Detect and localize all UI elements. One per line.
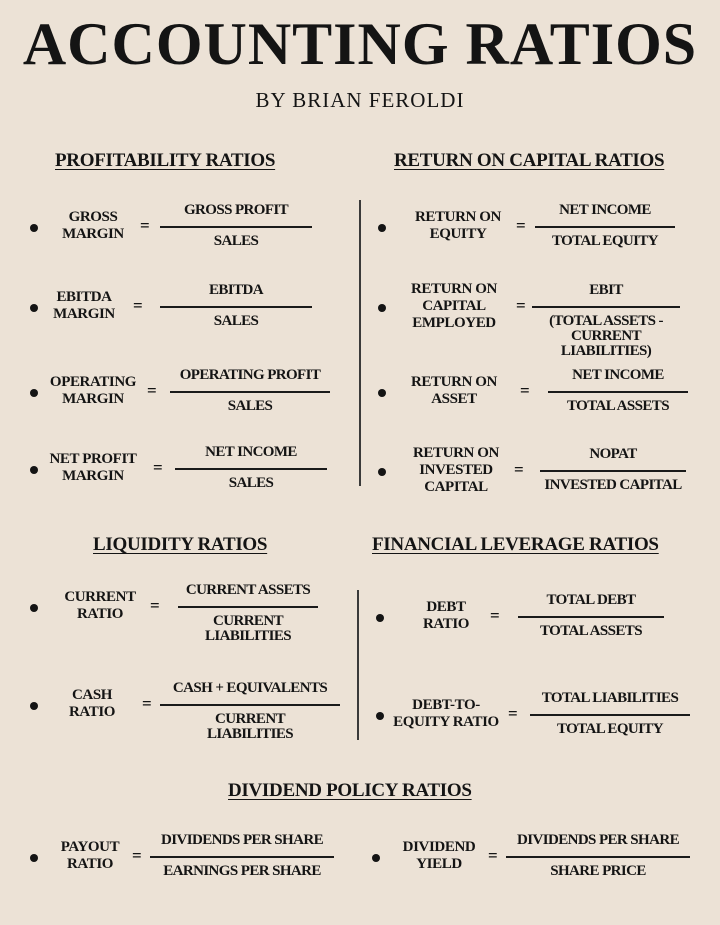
ratio-name: CURRENT RATIO [64, 589, 136, 622]
fraction-bar [170, 391, 330, 393]
formula-numerator: EBITDA [209, 282, 263, 298]
formula-denominator: SHARE PRICE [550, 863, 646, 879]
fraction-bar [175, 468, 327, 470]
formula-denominator: (TOTAL ASSETS - CURRENT LIABILITIES) [549, 313, 663, 359]
fraction-bar [178, 606, 318, 608]
fraction-bar [532, 306, 680, 308]
bullet-icon [378, 389, 386, 397]
formula-numerator: TOTAL DEBT [546, 592, 636, 608]
ratio-name: DEBT RATIO [422, 599, 470, 632]
equals-sign: = [516, 216, 526, 235]
bullet-icon [30, 389, 38, 397]
fraction-bar [530, 714, 690, 716]
fraction-bar [160, 704, 340, 706]
equals-sign: = [133, 296, 143, 315]
bullet-icon [30, 854, 38, 862]
formula-denominator: TOTAL EQUITY [551, 233, 659, 249]
formula-numerator: DIVIDENDS PER SHARE [161, 832, 323, 848]
bullet-icon [30, 224, 38, 232]
formula-numerator: CASH + EQUIVALENTS [172, 680, 328, 696]
fraction-bar [548, 391, 688, 393]
formula-denominator: SALES [213, 313, 259, 329]
fraction-bar [150, 856, 334, 858]
ratio-name: CASH RATIO [68, 687, 116, 720]
formula-numerator: CURRENT ASSETS [185, 582, 311, 598]
ratio-name: PAYOUT RATIO [60, 839, 120, 872]
byline: BY BRIAN FEROLDI [255, 88, 465, 112]
bullet-icon [376, 614, 384, 622]
heading-profitability: PROFITABILITY RATIOS [55, 150, 276, 171]
bullet-icon [30, 304, 38, 312]
formula-numerator: TOTAL LIABILITIES [541, 690, 679, 706]
formula-numerator: NOPAT [589, 446, 637, 462]
ratio-name: RETURN ON EQUITY [415, 209, 501, 242]
ratio-name: GROSS MARGIN [62, 209, 124, 242]
column-divider-top [359, 200, 361, 486]
equals-sign: = [147, 381, 157, 400]
bullet-icon [378, 304, 386, 312]
equals-sign: = [142, 694, 152, 713]
formula-numerator: NET INCOME [572, 367, 664, 383]
heading-dividend-policy: DIVIDEND POLICY RATIOS [228, 780, 472, 801]
bullet-icon [30, 604, 38, 612]
formula-denominator: SALES [213, 233, 259, 249]
fraction-bar [518, 616, 664, 618]
formula-numerator: DIVIDENDS PER SHARE [517, 832, 679, 848]
formula-denominator: INVESTED CAPITAL [544, 477, 682, 493]
bullet-icon [378, 468, 386, 476]
formula-denominator: SALES [227, 398, 273, 414]
formula-numerator: OPERATING PROFIT [179, 367, 321, 383]
bullet-icon [30, 702, 38, 710]
ratio-name: RETURN ON CAPITAL EMPLOYED [411, 280, 497, 331]
formula-numerator: NET INCOME [559, 202, 651, 218]
formula-denominator: EARNINGS PER SHARE [163, 863, 321, 879]
equals-sign: = [150, 596, 160, 615]
formula-denominator: TOTAL ASSETS [540, 623, 642, 639]
equals-sign: = [132, 846, 142, 865]
page-title: ACCOUNTING RATIOS [22, 11, 698, 77]
formula-numerator: EBIT [589, 282, 623, 298]
bullet-icon [372, 854, 380, 862]
heading-return-on-capital: RETURN ON CAPITAL RATIOS [394, 150, 665, 171]
fraction-bar [540, 470, 686, 472]
ratio-name: RETURN ON ASSET [411, 374, 497, 407]
formula-denominator: TOTAL ASSETS [567, 398, 669, 414]
bullet-icon [30, 466, 38, 474]
formula-numerator: GROSS PROFIT [183, 202, 289, 218]
equals-sign: = [153, 458, 163, 477]
formula-denominator: TOTAL EQUITY [556, 721, 664, 737]
column-divider-middle [357, 590, 359, 740]
ratio-name: RETURN ON INVESTED CAPITAL [413, 444, 499, 495]
equals-sign: = [490, 606, 500, 625]
formula-numerator: NET INCOME [205, 444, 297, 460]
ratio-name: DEBT-TO- EQUITY RATIO [393, 697, 499, 730]
fraction-bar [506, 856, 690, 858]
ratio-name: NET PROFIT MARGIN [49, 451, 137, 484]
ratio-name: OPERATING MARGIN [49, 374, 137, 407]
equals-sign: = [520, 381, 530, 400]
formula-denominator: CURRENT LIABILITIES [205, 613, 291, 644]
ratio-name: DIVIDEND YIELD [402, 839, 476, 872]
heading-liquidity: LIQUIDITY RATIOS [93, 534, 268, 555]
equals-sign: = [516, 296, 526, 315]
fraction-bar [160, 226, 312, 228]
fraction-bar [160, 306, 312, 308]
fraction-bar [535, 226, 675, 228]
equals-sign: = [508, 704, 518, 723]
ratio-name: EBITDA MARGIN [53, 289, 115, 322]
heading-financial-leverage: FINANCIAL LEVERAGE RATIOS [372, 534, 659, 555]
formula-denominator: SALES [228, 475, 274, 491]
bullet-icon [378, 224, 386, 232]
equals-sign: = [140, 216, 150, 235]
equals-sign: = [488, 846, 498, 865]
equals-sign: = [514, 460, 524, 479]
formula-denominator: CURRENT LIABILITIES [207, 711, 293, 742]
